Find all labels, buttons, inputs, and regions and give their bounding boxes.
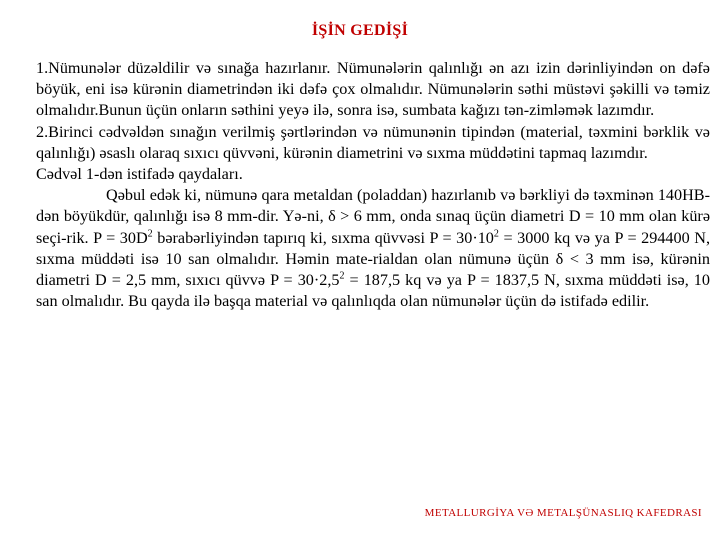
paragraph-step-1: 1.Nümunələr düzəldilir və sınağa hazırlanır. Nümunələrin qalınlığı ən azı izin dərinliyindən on dəfə böyük, eni isə kürənin diametrindən iki dəfə çox olmalıdır. Nümunələrin səthi müstəvi şəkilli və təmiz olmalıdır.Bunun üçün onların səthini yeyə ilə, sonra isə, sumbata kağızı tən-zimləmək lazımdır. — [36, 59, 710, 120]
exponent-3: 2 — [339, 270, 345, 282]
paragraph-step-2: 2.Birinci cədvəldən sınağın verilmiş şərtlərindən və nümunənin tipindən (material, təxmini bərklik və qalınlığı) əsaslı olaraq sıxıcı qüvvəni, kürənin diametrini və sıxma müddətini tapmaq lazımdır. — [36, 122, 710, 162]
footer-department: METALLURGİYA VƏ METALŞÜNASLIQ KAFEDRASI — [424, 507, 702, 519]
paragraph-example — [36, 185, 710, 312]
example-text-part-2: bərabərliyindən tapırıq ki, sıxma qüvvəsi P = 30·10 — [152, 228, 494, 247]
example-text-part-1: Qəbul edək ki, nümunə qara metaldan (poladdan) hazırlanıb və bərkliyi də təxminən 140HB-dən böyükdür, qalınlığı isə 8 mm-dir. Yə-ni, δ > 6 mm, onda sınaq üçün diametri D = 10 mm olan kürə seçi-rik. P = 30D — [36, 186, 710, 247]
example-text-part-3: = 3000 kq və ya P = 294400 N, sıxma müddəti isə 10 san olmalıdır. Həmin mate-rialdan olan nümunə üçün δ < 3 mm isə, kürənin diametri D = 2,5 mm, sıxıcı qüvvə P = 30·2,5 — [36, 228, 710, 290]
example-text-part-4: = 187,5 kq və ya P = 1837,5 N, sıxma müddəti isə, 10 san olmalıdır. Bu qayda ilə başqa material və qalınlıqda olan nümunələr üçün də istifadə edilir. — [36, 271, 710, 311]
paragraph-table-usage-heading: Cədvəl 1-dən istifadə qaydaları. — [36, 165, 243, 184]
document-body — [36, 58, 710, 312]
exponent-1: 2 — [147, 228, 153, 240]
exponent-2: 2 — [493, 228, 499, 240]
page-title: İŞİN GEDİŞİ — [311, 22, 409, 39]
